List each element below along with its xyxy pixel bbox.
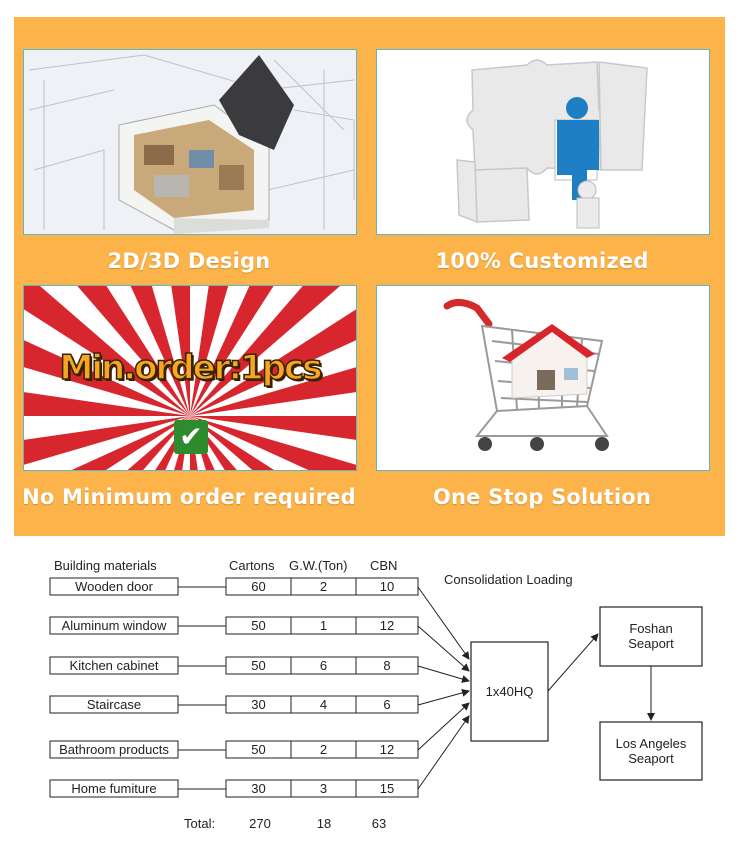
total-label: Total:: [184, 816, 216, 831]
cbn-cell-value: 12: [379, 742, 395, 757]
cartons-cell-value: 50: [251, 658, 266, 673]
item-label: Aluminum window: [61, 618, 167, 633]
item-label: Kitchen cabinet: [69, 658, 159, 673]
consolidation-diagram: [14, 536, 725, 851]
design-image: [23, 49, 357, 235]
cbn-cell-value: 12: [379, 618, 395, 633]
item-label: Wooden door: [75, 579, 153, 594]
gw-cell-value: 1: [319, 618, 328, 633]
house-cutaway-illustration: [24, 50, 356, 234]
cartons-cell-value: 50: [251, 618, 266, 633]
cbn-cell-value: 8: [383, 658, 391, 673]
item-label: Staircase: [86, 697, 142, 712]
item-label: Home fumiture: [71, 781, 157, 796]
cbn-cell-value: 15: [379, 781, 395, 796]
gw-cell-value: 2: [319, 742, 328, 757]
item-label: Bathroom products: [59, 742, 169, 757]
header-materials: Building materials: [54, 558, 157, 573]
cartons-cell-value: 50: [251, 742, 266, 757]
total-cbn: 63: [371, 816, 387, 831]
green-check-icon: ✔: [174, 420, 208, 454]
puzzle-illustration: [377, 50, 709, 234]
total-cartons: 270: [249, 816, 271, 831]
table-row: [50, 657, 418, 674]
gw-cell-value: 3: [319, 781, 328, 796]
total-gw: 18: [316, 816, 332, 831]
gw-cell-value: 6: [319, 658, 328, 673]
origin-line-1: Foshan: [629, 621, 673, 636]
flow-arrow: [418, 691, 469, 705]
feature-caption: 2D/3D Design: [107, 249, 271, 273]
table-row: [50, 617, 418, 634]
cartons-cell-value: 30: [251, 697, 266, 712]
min-order-image: [23, 285, 357, 471]
cartons-cell-value: 30: [251, 781, 266, 796]
cbn-cell-value: 6: [383, 697, 391, 712]
features-panel: [14, 17, 725, 536]
cbn-cell-value: 10: [379, 579, 395, 594]
min-order-banner: Min.order:1pcs: [59, 348, 321, 388]
customized-image: [376, 49, 710, 235]
container-label: 1x40HQ: [485, 684, 534, 699]
feature-caption: No Minimum order required: [22, 485, 356, 509]
shopping-cart-illustration: [377, 286, 709, 470]
arrow-to-origin: [548, 634, 598, 691]
header-cbn: CBN: [370, 558, 398, 573]
header-cartons: Cartons: [229, 558, 275, 573]
destination-line-1: Los Angeles: [615, 736, 687, 751]
consolidation-section: [14, 536, 725, 851]
feature-caption: 100% Customized: [435, 249, 649, 273]
table-row: [50, 578, 418, 595]
header-gw: G.W.(Ton): [289, 558, 348, 573]
gw-cell-value: 2: [319, 579, 328, 594]
one-stop-image: [376, 285, 710, 471]
feature-caption: One Stop Solution: [432, 485, 651, 509]
table-row: [50, 696, 418, 713]
gw-cell-value: 4: [319, 697, 328, 712]
table-row: [50, 780, 418, 797]
cartons-cell-value: 60: [251, 579, 266, 594]
origin-line-2: Seaport: [628, 636, 674, 651]
destination-line-2: Seaport: [628, 751, 674, 766]
table-row: [50, 741, 418, 758]
table-rows: [50, 578, 418, 797]
flow-arrow: [418, 666, 469, 681]
flow-title: Consolidation Loading: [444, 572, 573, 587]
